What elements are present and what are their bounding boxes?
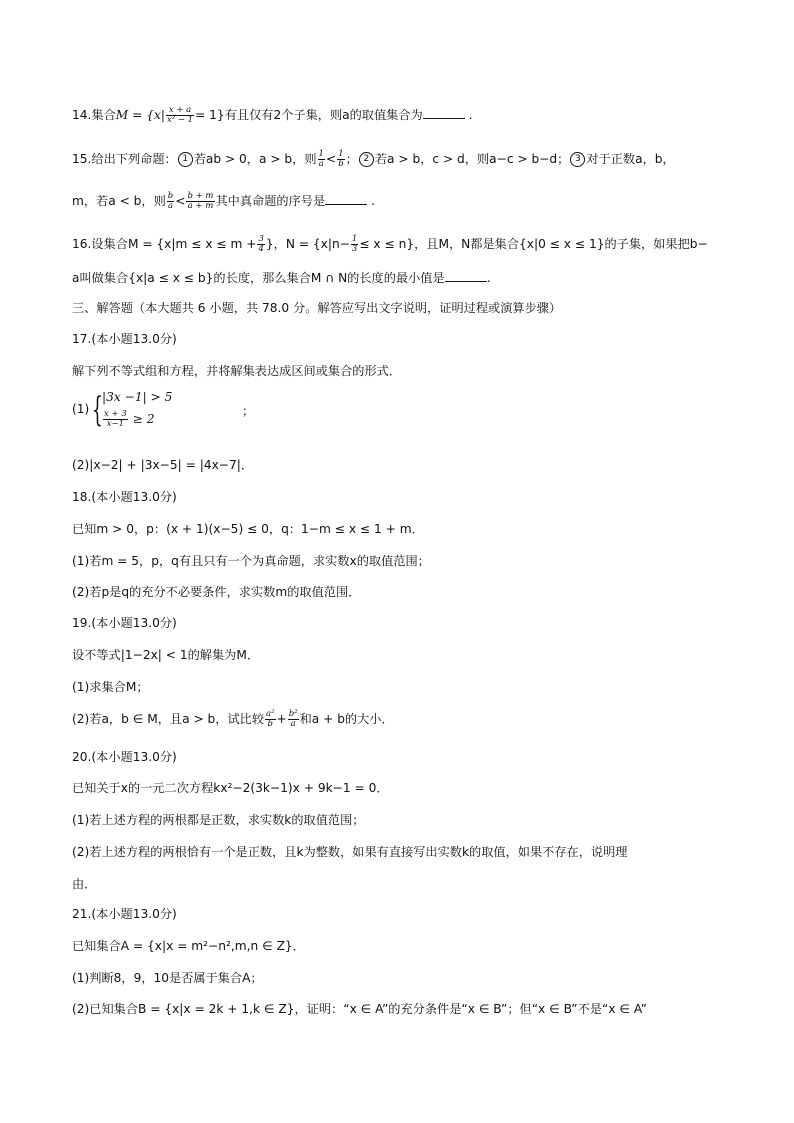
question-21-part-2: (2)已知集合B = {x|x = 2k + 1,k ∈ Z}，证明：“x ∈ A”的充分条件是“x ∈ B”；但“x ∈ B”不是“x ∈ A” <box>72 1002 647 1016</box>
answer-blank[interactable] <box>325 193 367 205</box>
question-16-line-2: a叫做集合{x|a ≤ x ≤ b}的长度，那么集合M ∩ N的长度的最小值是 . <box>72 271 491 285</box>
section-heading: 三、解答题（本大题共 6 小题，共 78.0 分。解答应写出文字说明，证明过程或演算步骤） <box>72 301 562 315</box>
question-18-intro: 已知m > 0，p：(x + 1)(x−5) ≤ 0，q：1−m ≤ x ≤ 1 + m． <box>72 522 424 536</box>
fraction: $\frac{\text{b²}}{a}$ <box>288 709 298 729</box>
question-20-part-2-line-2: 由． <box>72 877 97 891</box>
system-line-1: |3x −1| > 5 <box>102 390 173 404</box>
question-19-heading: 19.(本小题13.0分) <box>72 616 177 630</box>
system-line-2: $\frac{x + 3}{x-1}$ ≥ 2 <box>104 409 155 429</box>
answer-blank[interactable] <box>423 107 465 119</box>
question-14: 14.集合M = {x| $\frac{x + a}{\text{x² − 1}}$ = 1}有且仅有2个子集，则a的取值集合为 . <box>72 105 473 125</box>
circled-number-1: 1 <box>178 152 193 167</box>
question-15-line-1: 15.给出下列命题： 1 若ab > 0，a > b，则 $\frac{1}{a}$ < $\frac{1}{b}$ ； 2 若a > b，c > d，则a−c > b−d； 3 对于正数a，b， <box>72 149 675 169</box>
fraction: $\frac{3}{4}$ <box>258 234 264 254</box>
fraction: $\frac{x + a}{\text{x² − 1}}$ <box>166 105 194 125</box>
question-20-part-1: (1)若上述方程的两根都是正数，求实数k的取值范围； <box>72 813 365 827</box>
circled-number-3: 3 <box>570 152 585 167</box>
question-21-part-1: (1)判断8，9，10是否属于集合A； <box>72 971 263 985</box>
question-20-heading: 20.(本小题13.0分) <box>72 750 177 764</box>
inequality-system: (1) { |3x −1| > 5 $\frac{x + 3}{x-1}$ ≥ 2 ； <box>72 390 255 430</box>
question-18-part-2: (2)若p是q的充分不必要条件，求实数m的取值范围． <box>72 585 361 599</box>
fraction: $\frac{1}{a}$ <box>318 149 324 169</box>
question-20-intro: 已知关于x的一元二次方程kx²−2(3k−1)x + 9k−1 = 0． <box>72 781 389 795</box>
question-19-part-1: (1)求集合M； <box>72 680 149 694</box>
question-21-heading: 21.(本小题13.0分) <box>72 907 177 921</box>
question-18-part-1: (1)若m = 5，p，q有且只有一个为真命题，求实数x的取值范围； <box>72 554 430 568</box>
question-21-intro: 已知集合A = {x|x = m²−n²,m,n ∈ Z}． <box>72 939 305 953</box>
answer-blank[interactable] <box>445 270 487 282</box>
fraction: $\frac{1}{3}$ <box>351 234 358 254</box>
fraction: $\frac{b}{a}$ <box>167 191 174 211</box>
fraction: $\frac{\text{a²}}{b}$ <box>266 709 275 729</box>
left-brace: { <box>92 390 103 430</box>
fraction: $\frac{1}{b}$ <box>338 149 344 169</box>
fraction: $\frac{b + m}{a + m}$ <box>187 191 214 211</box>
question-19-intro: 设不等式|1−2x| < 1的解集为M． <box>72 648 260 662</box>
question-17-part-2: (2)|x−2| + |3x−5| = |4x−7|． <box>72 458 254 472</box>
question-16-line-1: 16.设集合M = {x|m ≤ x ≤ m + $\frac{3}{4}$ }，N = {x|n− $\frac{1}{3}$ ≤ x ≤ n}，且M，N都是集合{x|0 ≤ x ≤ 1}的子集，如果把b− <box>72 234 708 254</box>
question-17-heading: 17.(本小题13.0分) <box>72 332 177 346</box>
question-17-intro: 解下列不等式组和方程，并将解集表达成区间或集合的形式． <box>72 364 402 378</box>
question-15-line-2: m，若a < b，则 $\frac{b}{a}$ < $\frac{b + m}{a + m}$ 其中真命题的序号是 . <box>72 191 375 211</box>
circled-number-2: 2 <box>359 152 374 167</box>
fraction: $\frac{x + 3}{x-1}$ <box>104 409 127 429</box>
question-18-heading: 18.(本小题13.0分) <box>72 490 177 504</box>
question-20-part-2-line-1: (2)若上述方程的两根恰有一个是正数，且k为整数，如果有直接写出实数k的取值，如果不存在，说明理 <box>72 845 628 859</box>
question-19-part-2: (2)若a，b ∈ M，且a > b，试比较 $\frac{\text{a²}}{b}$ + $\frac{\text{b²}}{a}$ 和a + b的大小． <box>72 709 394 729</box>
